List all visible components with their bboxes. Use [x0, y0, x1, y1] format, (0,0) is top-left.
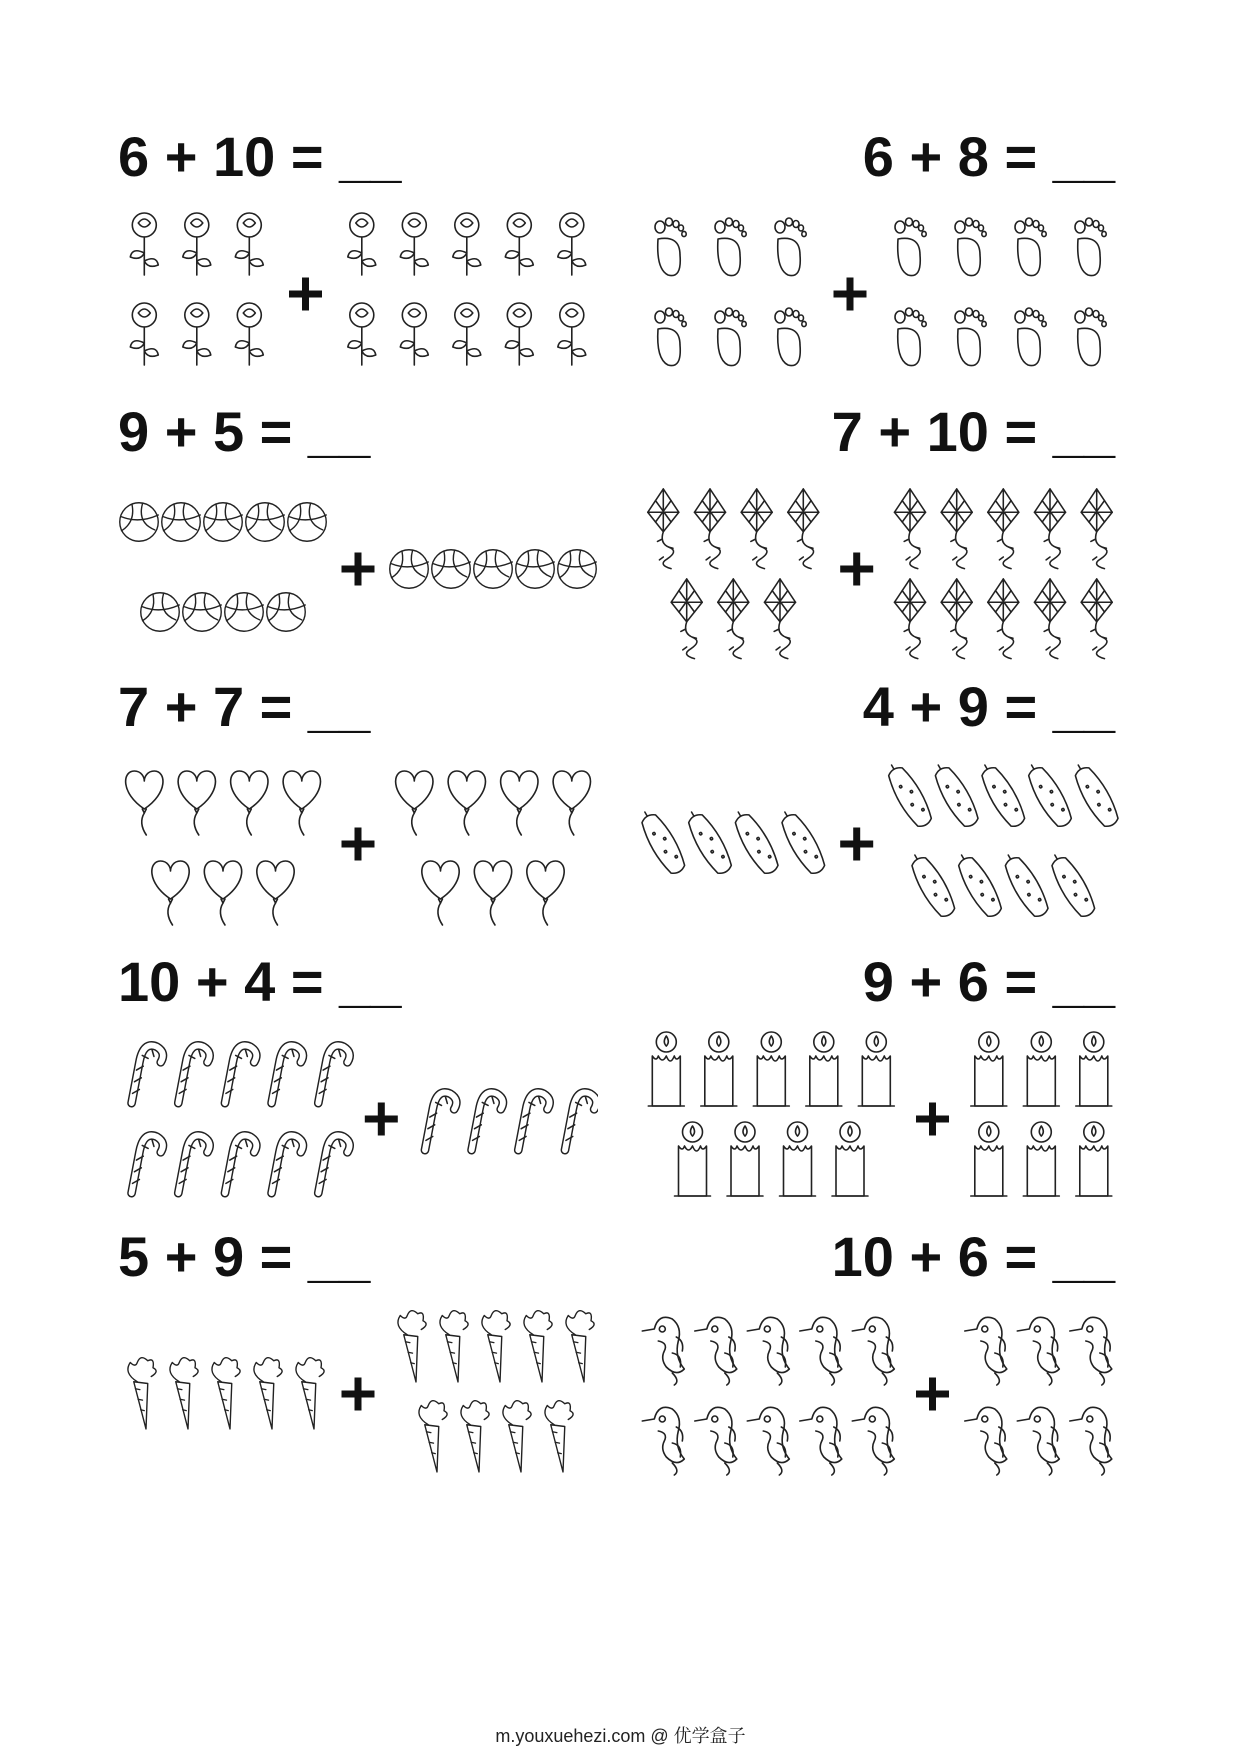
plus-sign	[293, 281, 319, 307]
equation: 6 + 8 = __	[862, 125, 1115, 188]
carrot-icon	[128, 1358, 156, 1429]
equation: 5 + 9 = __	[118, 1225, 371, 1288]
cucumber-icon	[640, 806, 689, 877]
footer-watermark: m.youxuehezi.com @ 优学盒子	[495, 1726, 746, 1746]
kite-icon	[1081, 579, 1112, 659]
heart-balloon-icon	[257, 861, 294, 925]
heart-balloon-icon	[126, 771, 163, 835]
rose-icon	[453, 213, 481, 275]
problem-9	[118, 1225, 598, 1489]
kite-icon	[988, 579, 1019, 659]
problem-10	[640, 1225, 1120, 1489]
rose-icon	[235, 213, 263, 275]
candle-icon	[675, 1122, 711, 1196]
footprint-icon	[715, 308, 746, 366]
kite-icon	[894, 489, 925, 569]
footprint-icon	[655, 218, 686, 276]
candy-cane-icon	[225, 1045, 256, 1103]
equation: 6 + 10 = __	[118, 125, 402, 188]
candle-icon	[701, 1032, 737, 1106]
footprint-icon	[775, 308, 806, 366]
plus-sign	[345, 556, 371, 582]
rose-icon	[183, 303, 211, 365]
cucumber-icon	[728, 806, 783, 877]
seahorse-icon	[642, 1317, 684, 1385]
heart-balloon-icon	[152, 861, 189, 925]
cucumber-icon	[775, 806, 830, 877]
rose-icon	[130, 213, 158, 275]
beach-ball-icon	[474, 550, 513, 589]
counting-picture	[118, 474, 598, 664]
candy-cane-icon	[272, 1045, 303, 1103]
footprint-icon	[1015, 218, 1046, 276]
heart-balloon-icon	[448, 771, 485, 835]
plus-sign	[920, 1106, 946, 1132]
counting-picture	[640, 749, 1120, 939]
kite-icon	[1034, 489, 1065, 569]
carrot-icon	[398, 1311, 426, 1382]
cucumber-icon	[1021, 759, 1076, 830]
plus-sign	[345, 831, 371, 857]
candy-cane-icon	[565, 1092, 596, 1150]
candle-icon	[832, 1122, 868, 1196]
kite-icon	[1081, 489, 1112, 569]
heart-balloon-icon	[204, 861, 241, 925]
carrot-icon	[482, 1311, 510, 1382]
seahorse-icon	[965, 1407, 1007, 1475]
plus-sign	[844, 831, 870, 857]
cucumber-icon	[905, 849, 960, 920]
beach-ball-icon	[183, 593, 222, 632]
rose-icon	[348, 213, 376, 275]
heart-balloon-icon	[178, 771, 215, 835]
heart-balloon-icon	[527, 861, 564, 925]
footprint-icon	[895, 308, 926, 366]
carrot-icon	[440, 1311, 468, 1382]
kite-icon	[718, 579, 749, 659]
rose-icon	[505, 213, 533, 275]
candle-icon	[1076, 1032, 1112, 1106]
equation: 4 + 9 = __	[862, 675, 1115, 738]
candle-icon	[727, 1122, 763, 1196]
seahorse-icon	[1070, 1407, 1112, 1475]
candy-cane-icon	[318, 1045, 349, 1103]
seahorse-icon	[852, 1317, 894, 1385]
problem-2	[640, 125, 1120, 389]
heart-balloon-icon	[474, 861, 511, 925]
seahorse-icon	[800, 1407, 842, 1475]
equation: 9 + 6 = __	[862, 950, 1115, 1013]
rose-icon	[235, 303, 263, 365]
heart-balloon-icon	[501, 771, 538, 835]
footprint-icon	[955, 308, 986, 366]
equation: 10 + 4 = __	[118, 950, 402, 1013]
equation: 10 + 6 = __	[831, 1225, 1115, 1288]
rose-icon	[183, 213, 211, 275]
candy-cane-icon	[472, 1092, 503, 1150]
beach-ball-icon	[267, 593, 306, 632]
counting-picture	[640, 1024, 1120, 1214]
beach-ball-icon	[558, 550, 597, 589]
seahorse-icon	[1017, 1407, 1059, 1475]
candy-cane-icon	[518, 1092, 549, 1150]
beach-ball-icon	[162, 503, 201, 542]
heart-balloon-icon	[553, 771, 590, 835]
heart-balloon-icon	[396, 771, 433, 835]
kite-icon	[788, 489, 819, 569]
equation: 9 + 5 = __	[118, 400, 371, 463]
counting-picture	[118, 1299, 598, 1489]
candle-icon	[971, 1032, 1007, 1106]
carrot-icon	[503, 1401, 531, 1472]
kite-icon	[941, 579, 972, 659]
plus-sign	[844, 556, 870, 582]
cucumber-icon	[1045, 849, 1100, 920]
equation: 7 + 7 = __	[118, 675, 371, 738]
seahorse-icon	[642, 1407, 684, 1475]
footprint-icon	[955, 218, 986, 276]
problem-4	[640, 400, 1120, 664]
candle-icon	[971, 1122, 1007, 1196]
kite-icon	[741, 489, 772, 569]
footprint-icon	[1075, 308, 1106, 366]
cucumber-icon	[998, 849, 1053, 920]
carrot-icon	[545, 1401, 573, 1472]
carrot-icon	[170, 1358, 198, 1429]
candle-icon	[1076, 1122, 1112, 1196]
problem-8	[640, 950, 1120, 1214]
rose-icon	[400, 213, 428, 275]
kite-icon	[988, 489, 1019, 569]
candle-icon	[780, 1122, 816, 1196]
beach-ball-icon	[432, 550, 471, 589]
cucumber-icon	[1068, 759, 1120, 830]
rose-icon	[558, 303, 586, 365]
seahorse-icon	[747, 1317, 789, 1385]
beach-ball-icon	[516, 550, 555, 589]
candy-cane-icon	[178, 1135, 209, 1193]
seahorse-icon	[1017, 1317, 1059, 1385]
footprint-icon	[655, 308, 686, 366]
heart-balloon-icon	[422, 861, 459, 925]
counting-picture	[640, 199, 1120, 389]
footprint-icon	[1075, 218, 1106, 276]
seahorse-icon	[965, 1317, 1007, 1385]
candle-icon	[648, 1032, 684, 1106]
candy-cane-icon	[178, 1045, 209, 1103]
problem-3	[118, 400, 598, 664]
rose-icon	[400, 303, 428, 365]
rose-icon	[453, 303, 481, 365]
carrot-icon	[254, 1358, 282, 1429]
candle-icon	[1023, 1122, 1059, 1196]
candle-icon	[858, 1032, 894, 1106]
carrot-icon	[419, 1401, 447, 1472]
carrot-icon	[566, 1311, 594, 1382]
beach-ball-icon	[120, 503, 159, 542]
carrot-icon	[461, 1401, 489, 1472]
beach-ball-icon	[288, 503, 327, 542]
seahorse-icon	[852, 1407, 894, 1475]
rose-icon	[505, 303, 533, 365]
seahorse-icon	[695, 1407, 737, 1475]
plus-sign	[837, 281, 863, 307]
beach-ball-icon	[141, 593, 180, 632]
cucumber-icon	[975, 759, 1030, 830]
seahorse-icon	[695, 1317, 737, 1385]
problem-7	[118, 950, 598, 1214]
footprint-icon	[715, 218, 746, 276]
candy-cane-icon	[425, 1092, 456, 1150]
counting-picture	[118, 199, 598, 389]
kite-icon	[894, 579, 925, 659]
kite-icon	[1034, 579, 1065, 659]
plus-sign	[368, 1106, 394, 1132]
seahorse-icon	[800, 1317, 842, 1385]
candy-cane-icon	[272, 1135, 303, 1193]
cucumber-icon	[681, 806, 736, 877]
beach-ball-icon	[390, 550, 429, 589]
counting-picture	[640, 1299, 1120, 1489]
carrot-icon	[296, 1358, 324, 1429]
carrot-icon	[212, 1358, 240, 1429]
kite-icon	[764, 579, 795, 659]
counting-picture	[118, 749, 598, 939]
kite-icon	[671, 579, 702, 659]
problem-5	[118, 675, 598, 939]
footprint-icon	[1015, 308, 1046, 366]
kite-icon	[694, 489, 725, 569]
beach-ball-icon	[225, 593, 264, 632]
candy-cane-icon	[318, 1135, 349, 1193]
kite-icon	[648, 489, 679, 569]
footprint-icon	[775, 218, 806, 276]
cucumber-icon	[881, 759, 936, 830]
footprint-icon	[895, 218, 926, 276]
rose-icon	[348, 303, 376, 365]
equation: 7 + 10 = __	[831, 400, 1115, 463]
candy-cane-icon	[132, 1045, 163, 1103]
candle-icon	[806, 1032, 842, 1106]
seahorse-icon	[1070, 1317, 1112, 1385]
problem-1	[118, 125, 598, 389]
candy-cane-icon	[225, 1135, 256, 1193]
beach-ball-icon	[204, 503, 243, 542]
counting-picture	[640, 474, 1120, 664]
candle-icon	[753, 1032, 789, 1106]
seahorse-icon	[747, 1407, 789, 1475]
heart-balloon-icon	[231, 771, 268, 835]
rose-icon	[130, 303, 158, 365]
plus-sign	[345, 1381, 371, 1407]
candy-cane-icon	[132, 1135, 163, 1193]
heart-balloon-icon	[283, 771, 320, 835]
cucumber-icon	[928, 759, 983, 830]
problem-6	[640, 675, 1120, 939]
plus-sign	[920, 1381, 946, 1407]
counting-picture	[118, 1024, 598, 1214]
kite-icon	[941, 489, 972, 569]
carrot-icon	[524, 1311, 552, 1382]
cucumber-icon	[951, 849, 1006, 920]
candle-icon	[1023, 1032, 1059, 1106]
rose-icon	[558, 213, 586, 275]
beach-ball-icon	[246, 503, 285, 542]
